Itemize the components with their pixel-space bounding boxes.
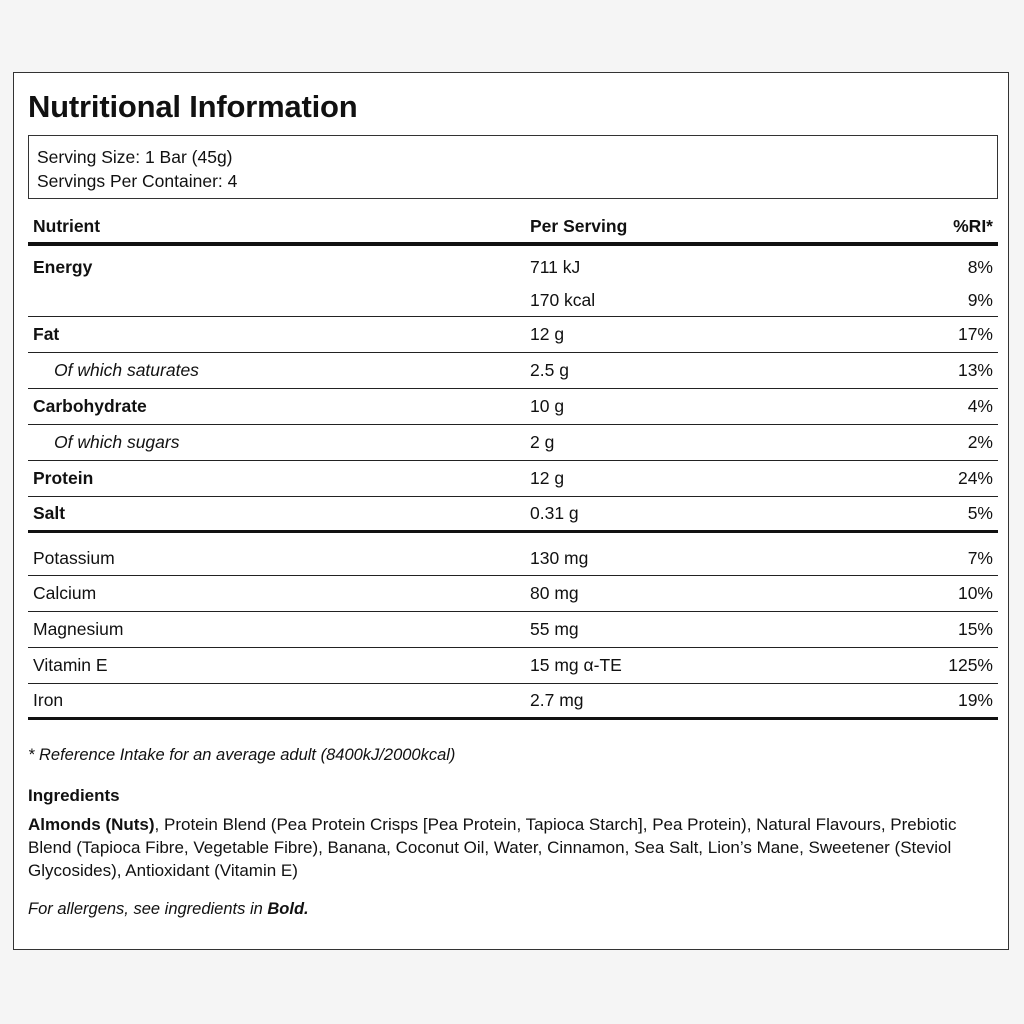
per-serving-value: 2.7 mg: [530, 690, 584, 710]
per-serving-value: 80 mg: [530, 583, 579, 603]
table-row-magnesium: [28, 612, 998, 648]
reference-intake-footnote: * Reference Intake for an average adult (8400kJ/2000kcal): [28, 746, 456, 764]
ri-value: 2%: [967, 432, 993, 452]
nutrition-table: [28, 210, 998, 720]
ingredients-list: [28, 813, 988, 882]
table-row-energy-kcal: [28, 284, 998, 317]
ri-value: 5%: [967, 503, 993, 523]
allergen-note-bold: Bold.: [267, 900, 309, 918]
per-serving-value: 10 g: [530, 396, 565, 416]
nutrient-name: Of which sugars: [54, 432, 180, 452]
ri-value: 10%: [957, 583, 993, 603]
serving-info-box: [28, 135, 998, 199]
table-row-calcium: [28, 576, 998, 612]
per-serving-value: 130 mg: [530, 547, 589, 568]
ingredients-rest: , Protein Blend (Pea Protein Crisps [Pea Protein, Tapioca Starch], Pea Protein), Natural Flavours, Prebiotic Blend (Tapioca Fibre, Vegetable Fibre), Banana, Coconut Oil, Water, Cinnamon, Sea Salt, Lion’s Mane, Sweetener (Steviol Glycosides), Antioxidant (Vitamin E): [28, 815, 957, 880]
ri-value: 8%: [967, 256, 993, 277]
per-serving-value: 2 g: [530, 432, 555, 452]
ri-value: 13%: [957, 360, 993, 380]
column-header-per-serving: Per Serving: [530, 215, 628, 236]
nutrient-name: Energy: [33, 256, 93, 277]
nutrient-name: Magnesium: [33, 619, 124, 639]
allergen-note-text: For allergens, see ingredients in: [28, 900, 268, 918]
column-header-ri: %RI*: [953, 215, 993, 236]
per-serving-value: 0.31 g: [530, 503, 579, 523]
nutrient-name: Carbohydrate: [33, 396, 147, 416]
nutrient-name: Potassium: [33, 547, 115, 568]
allergen-note: [28, 900, 309, 919]
ri-value: 4%: [967, 396, 993, 416]
nutrient-name: Calcium: [33, 583, 97, 603]
ri-value: 19%: [957, 690, 993, 710]
per-serving-value: 12 g: [530, 324, 565, 344]
nutrient-name: Vitamin E: [33, 655, 108, 675]
nutrient-name: Salt: [33, 503, 66, 523]
servings-per-container: Servings Per Container: 4: [37, 171, 238, 191]
table-row-protein: [28, 461, 998, 497]
ri-value: 125%: [948, 655, 993, 675]
table-row-sugars: [28, 425, 998, 461]
ri-value: 15%: [957, 619, 993, 639]
ri-value: 7%: [967, 547, 993, 568]
ri-value: 24%: [957, 468, 993, 488]
table-header-row: [28, 210, 998, 246]
serving-size: Serving Size: 1 Bar (45g): [37, 147, 233, 167]
per-serving-value: 12 g: [530, 468, 565, 488]
ri-value: 9%: [967, 289, 993, 310]
table-row-iron: [28, 684, 998, 720]
ri-value: 17%: [957, 324, 993, 344]
table-row-fat: [28, 317, 998, 353]
table-row-vitamin-e: [28, 648, 998, 684]
nutrient-name: Iron: [33, 690, 64, 710]
table-row-energy-kj: [28, 246, 998, 284]
column-header-nutrient: Nutrient: [33, 215, 101, 236]
ingredients-heading: Ingredients: [28, 786, 120, 805]
page-title: Nutritional Information: [28, 89, 358, 124]
per-serving-value: 15 mg α-TE: [530, 655, 622, 675]
per-serving-value: 170 kcal: [530, 289, 596, 310]
allergen-ingredient: Almonds (Nuts): [28, 815, 155, 834]
table-row-potassium: [28, 533, 998, 576]
table-row-carbohydrate: [28, 389, 998, 425]
table-row-salt: [28, 497, 998, 533]
per-serving-value: 55 mg: [530, 619, 579, 639]
nutrition-panel: [13, 72, 1009, 950]
nutrient-name: Of which saturates: [54, 360, 199, 380]
table-row-saturates: [28, 353, 998, 389]
nutrient-name: Protein: [33, 468, 94, 488]
per-serving-value: 2.5 g: [530, 360, 569, 380]
nutrient-name: Fat: [33, 324, 60, 344]
per-serving-value: 711 kJ: [530, 256, 581, 277]
